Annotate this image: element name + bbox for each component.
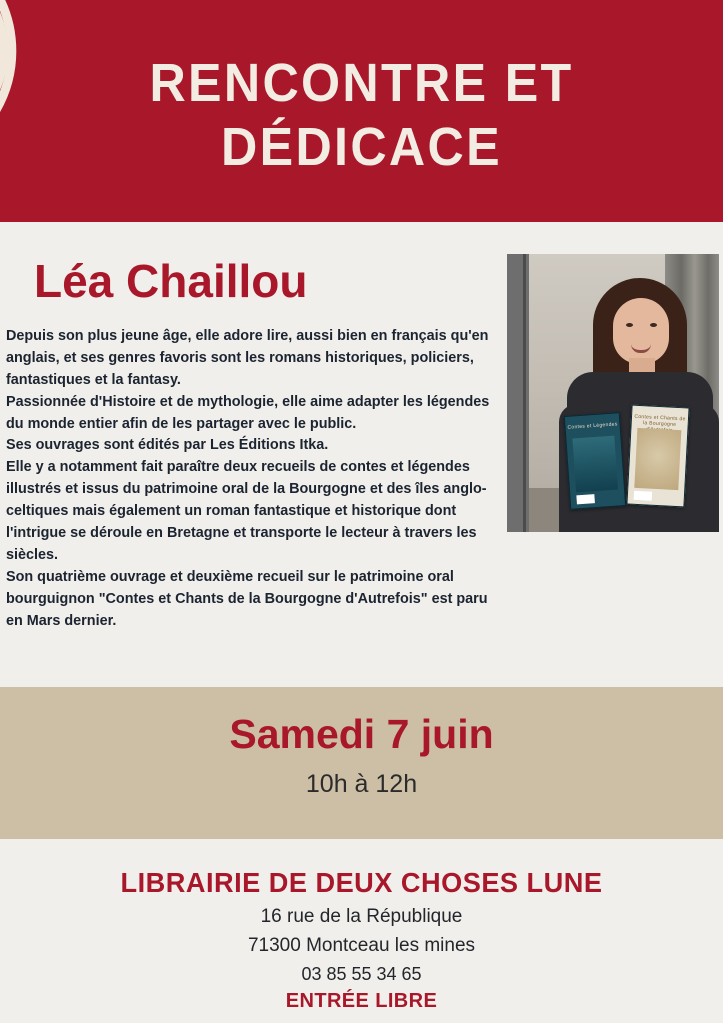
event-date-band — [0, 687, 723, 839]
page-title-line1: RENCONTRE ET — [149, 53, 574, 113]
author-bio — [6, 326, 500, 632]
bio-paragraph: Depuis son plus jeune âge, elle adore lire, aussi bien en français qu'en anglais, et ses genres favoris sont les romans historiques, policiers, fantastiques et la fantasy. — [6, 328, 489, 388]
book-left-artwork — [572, 436, 618, 493]
book-cover-right — [626, 405, 689, 508]
page-title — [25, 52, 697, 179]
photo-background-left — [507, 254, 529, 532]
bio-paragraph: Son quatrième ouvrage et deuxième recueil sur le patrimoine oral bourguignon "Contes et Chants de la Bourgogne d'Autrefois" est paru en Mars dernier. — [6, 568, 488, 629]
author-section — [0, 222, 723, 687]
photo-face — [613, 298, 669, 364]
venue-phone: 03 85 55 34 65 — [301, 964, 422, 984]
poster-header — [0, 0, 723, 222]
bio-paragraph: Elle y a notamment fait paraître deux recueils de contes et légendes illustrés et issus du patrimoine oral de la Bourgogne et des îles anglo-celtiques mais également un roman fantastique et historique dont l'intrigue se déroule en Bretagne et transporte le lecteur à travers les siècles. — [6, 459, 487, 563]
book-right-artwork — [634, 428, 681, 490]
venue-address-line2: 71300 Montceau les mines — [247, 935, 476, 956]
admission-notice: ENTRÉE LIBRE — [285, 990, 438, 1012]
book-cover-left — [564, 412, 626, 510]
venue-name: LIBRAIRIE DE DEUX CHOSES LUNE — [120, 867, 603, 898]
book-right-barcode — [634, 491, 652, 501]
event-time: 10h à 12h — [305, 770, 418, 798]
page-title-line2: DÉDICACE — [221, 116, 502, 177]
book-left-barcode — [576, 494, 595, 504]
bio-paragraph: Ses ouvrages sont édités par Les Éditions Itka. — [6, 437, 329, 454]
book-right-title: Contes et Chants de la Bourgogne — [634, 413, 686, 428]
venue-section — [0, 839, 723, 1023]
venue-address-line1: 16 rue de la République — [260, 906, 463, 927]
bio-paragraph: Passionnée d'Histoire et de mythologie, elle aime adapter les légendes du monde entier afin de les partager avec le public. — [6, 393, 490, 432]
author-photo — [507, 254, 719, 532]
book-left-title: Contes et Légendes — [567, 421, 618, 431]
photo-eye-right — [650, 323, 657, 327]
event-date: Samedi 7 juin — [229, 711, 494, 757]
author-name: Léa Chaillou — [34, 255, 308, 307]
photo-eye-left — [626, 323, 633, 327]
